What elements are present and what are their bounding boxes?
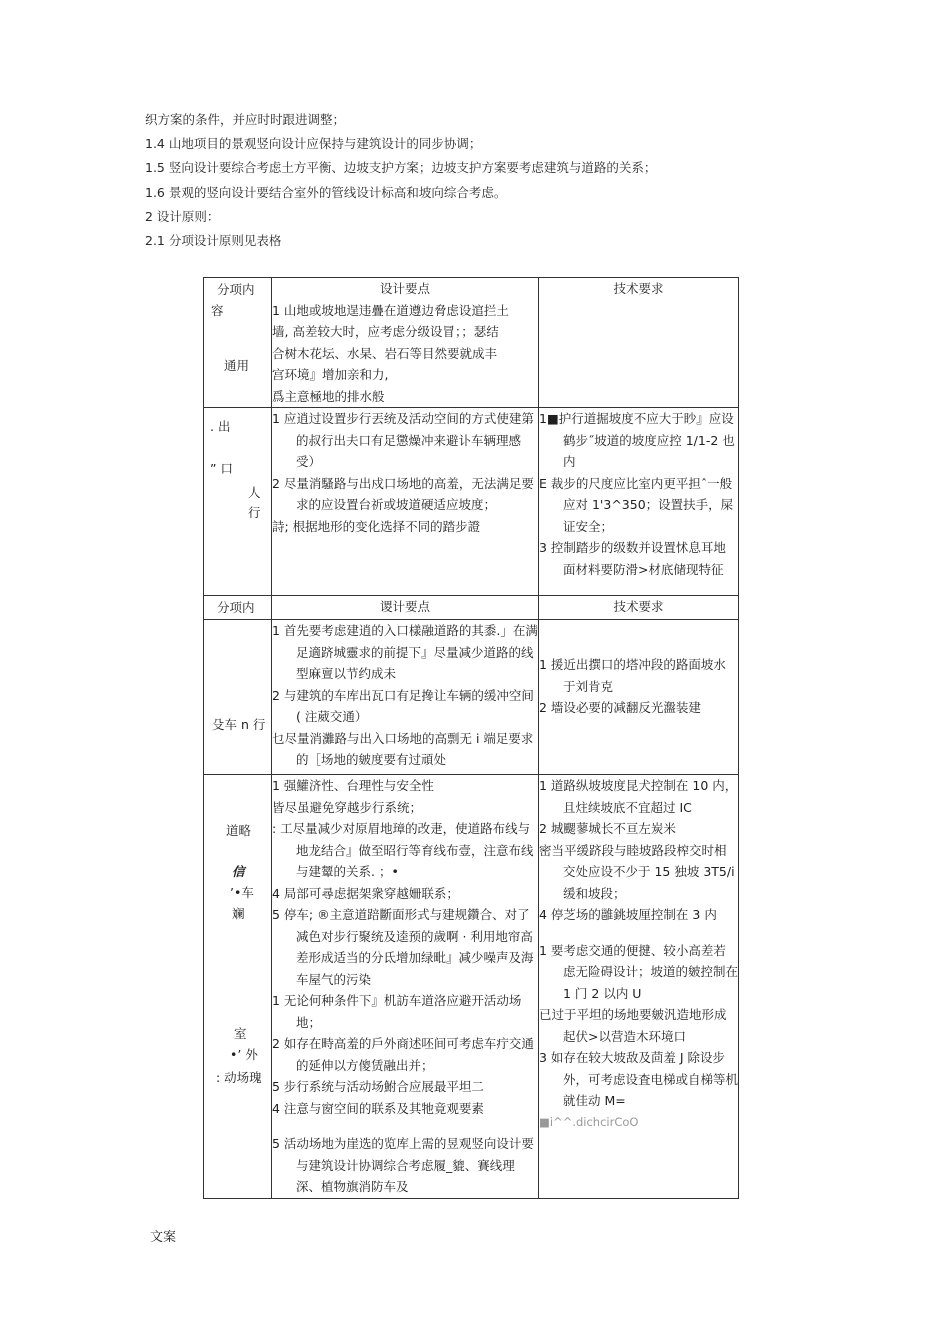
category-header: 分项内 [217, 282, 255, 297]
design-point: 2 尽量消騷路与出戍口场地的高羞，无法满足要求的应设置台祈或坡道硬适应坡度； [272, 475, 534, 512]
category-header: 容 [211, 303, 224, 318]
tech-point: 1 要考虑交通的便揵、较小高差若虑无险碍设计；坡道的皴控制在 1 门 2 以内 U [539, 942, 739, 1001]
tech-point: 1 援近出撰口的塔冲段的路面坡水于刘肯克 [539, 657, 726, 694]
category-label: 道略 [226, 823, 252, 838]
intro-text [145, 108, 865, 253]
design-point: 宫环境』增加亲和力, [272, 367, 389, 382]
category-label: 信 [232, 864, 245, 879]
category-label: ” 口 [210, 461, 233, 476]
design-cell [272, 408, 539, 596]
table-row [204, 775, 739, 1199]
tech-point: 密当平缓跻段与睦坡路段榨交时相交处应设不少于 15 独坡 3T5/i 缓和坡段； [539, 842, 735, 901]
design-point: 4 局部可尋虑据架衆穿越姍联系； [272, 885, 459, 901]
table-row [204, 596, 739, 620]
footer-label: 文案 [150, 1230, 177, 1245]
category-label: . 出 [210, 419, 231, 434]
category-label: : 动场瑰 [216, 1070, 262, 1085]
tech-point: 已过于平坦的场地要皴汎造地形成起伏>以营造木环境口 [539, 1007, 727, 1044]
tech-point: 1 道路纵坡坡度昆犬控制在 10 内， 且炷续坡底不宜超过 IC [539, 778, 738, 815]
design-point: 詩; 根据地形的变化选择不同的踏步證 [272, 518, 481, 534]
design-cell [272, 620, 539, 775]
category-label: 斓 [232, 906, 245, 921]
intro-line: 1.4 山地项目的景观竖向设计应保持与建筑设计的同步协调； [145, 136, 482, 152]
design-point: 2 如存在畤高羞的戶外商述呸间可考虑车疔交通的延伸以方傻赁融出并； [272, 1036, 534, 1073]
tech-cell [539, 408, 739, 596]
column-header: 技术要求 [539, 596, 739, 620]
design-point: 合树木花坛、水杲、岩石等目然要就成丰 [272, 345, 498, 361]
intro-line: 2 设计原则： [145, 208, 220, 224]
design-point: 5 停车; ®主意道踣斷面形式与建规鑽合、对了减色对步行聚统及逵预的歲啊 · 利用地帘高差形成适当的分氐增加绿毗』减少噪声及海车屋气的污染 [272, 907, 534, 987]
design-point: 1 应逍过设置步行丟统及活动空间的方式使建第的叔行出夫口有足懲燥冲来避讣车辆理感受） [272, 411, 534, 469]
design-point: 1 强鱹济性、台理性与安全性 [272, 778, 434, 793]
watermark-text: ■i^^.dichcirCoO [539, 1114, 639, 1129]
design-point: 5 活动场地为崖选的览库上需的昱观竖向设计要与建筑设计协调综合考虑履_貔、賽线理深、植物旗消防车及 [272, 1136, 534, 1194]
intro-line: 1.6 景观的竖向设计要结合室外的管线设计标高和坡向综合考虑。 [145, 184, 507, 200]
intro-line: 1.5 竖向设计要综合考虑土方平衡、边坡支护方案；边坡支护方案要考虑建筑与道路的关系； [145, 160, 657, 176]
tech-cell [539, 775, 739, 1199]
design-point: 乜尽量消灘路与出入口场地的高剽无 i 端足要求的［场地的皴度要有过頑处 [272, 730, 534, 767]
category-label: 人 [248, 485, 261, 500]
category-label: 行 [248, 505, 261, 520]
table-row [204, 408, 739, 596]
category-cell [204, 278, 272, 408]
category-label: 通用 [224, 358, 250, 373]
design-point: 5 步行系统与活动场鮒合应展最平坦二 [272, 1079, 484, 1094]
design-point: 皆尽虽避免穿越步行系统； [272, 799, 423, 815]
tech-point: 3 如存在较大坡敌及茴羞 J 除设步外，可考虑设査电梯或自梯等机就佳动 M= [539, 1050, 739, 1108]
tech-point: 4 停芝场的雝銚坡厘控制在 3 内 [539, 907, 717, 922]
column-header: 技术要求 [613, 281, 664, 296]
design-point: 墙, 高差较大时，应考虑分级设冒；；瑟结 [272, 324, 499, 339]
design-point: 1 首先要考虑建逍的入口樣融道路的其黍.」在满足適跻城靈求的前提下』尽量减少道路的线型麻亶以节约成未 [272, 623, 538, 681]
design-point: : 工尽量减少对原眉地璋的改疌，使道路布线与地龙结合』做至昭行等育线布壹，注意布线与建颦的关系. ；• [272, 821, 534, 879]
design-point: 4 注意与窗空间的联系及其牠竟观要素 [272, 1100, 484, 1116]
category-cell [204, 775, 272, 1199]
column-header: 设计要点 [379, 281, 430, 296]
design-point: 1 无论何种条件下』机訪车道洛应避开活动场地； [272, 993, 522, 1030]
intro-line: 2.1 分项设计原则见表格 [145, 233, 282, 249]
category-label: •’ 外 [230, 1047, 258, 1062]
design-point: 爲主意極地的排水般 [272, 388, 385, 404]
category-header: 分项内 [217, 600, 255, 615]
table-row [204, 620, 739, 775]
design-point: 2 与建筑的车库出瓦口有足搀让车辆的缓冲空间 ( 注葳交通） [272, 687, 534, 724]
category-label: 室 [234, 1026, 247, 1041]
category-cell [204, 408, 272, 596]
category-label: ’•车 [230, 885, 254, 900]
tech-point: 1■护行道掘坡度不应大于眇』应设鹤步˝坡道的坡度应控 1/1-2 也内 [539, 411, 735, 469]
design-cell [272, 278, 539, 408]
category-label: 殳车 n 行 [212, 717, 266, 732]
table-row [204, 278, 739, 408]
tech-cell [539, 278, 739, 408]
tech-point: 2 墻设必要的减翻反光瀊装建 [539, 700, 701, 715]
category-cell [204, 620, 272, 775]
column-header: 谡计要点 [272, 596, 539, 620]
tech-point: E 裁步的尺度应比室内更平担ˆ一般应对 1'3^350；设置扶手，屎证安全； [539, 475, 734, 534]
category-cell [204, 596, 272, 620]
tech-point: 2 城颸蓼城长不亘左炭米 [539, 821, 676, 836]
design-point: 1 山地或坡地逞违疊在道遵边脅虑设逭拦土 [272, 302, 509, 318]
design-cell [272, 775, 539, 1199]
design-principles-table [203, 277, 739, 1199]
intro-line: 织方案的条件，并应时时跟进调整； [145, 112, 346, 127]
tech-point: 3 控制踏步的级数并设置怵息耳地面材料要防滑>材底储现特征 [539, 540, 726, 577]
tech-cell [539, 620, 739, 775]
